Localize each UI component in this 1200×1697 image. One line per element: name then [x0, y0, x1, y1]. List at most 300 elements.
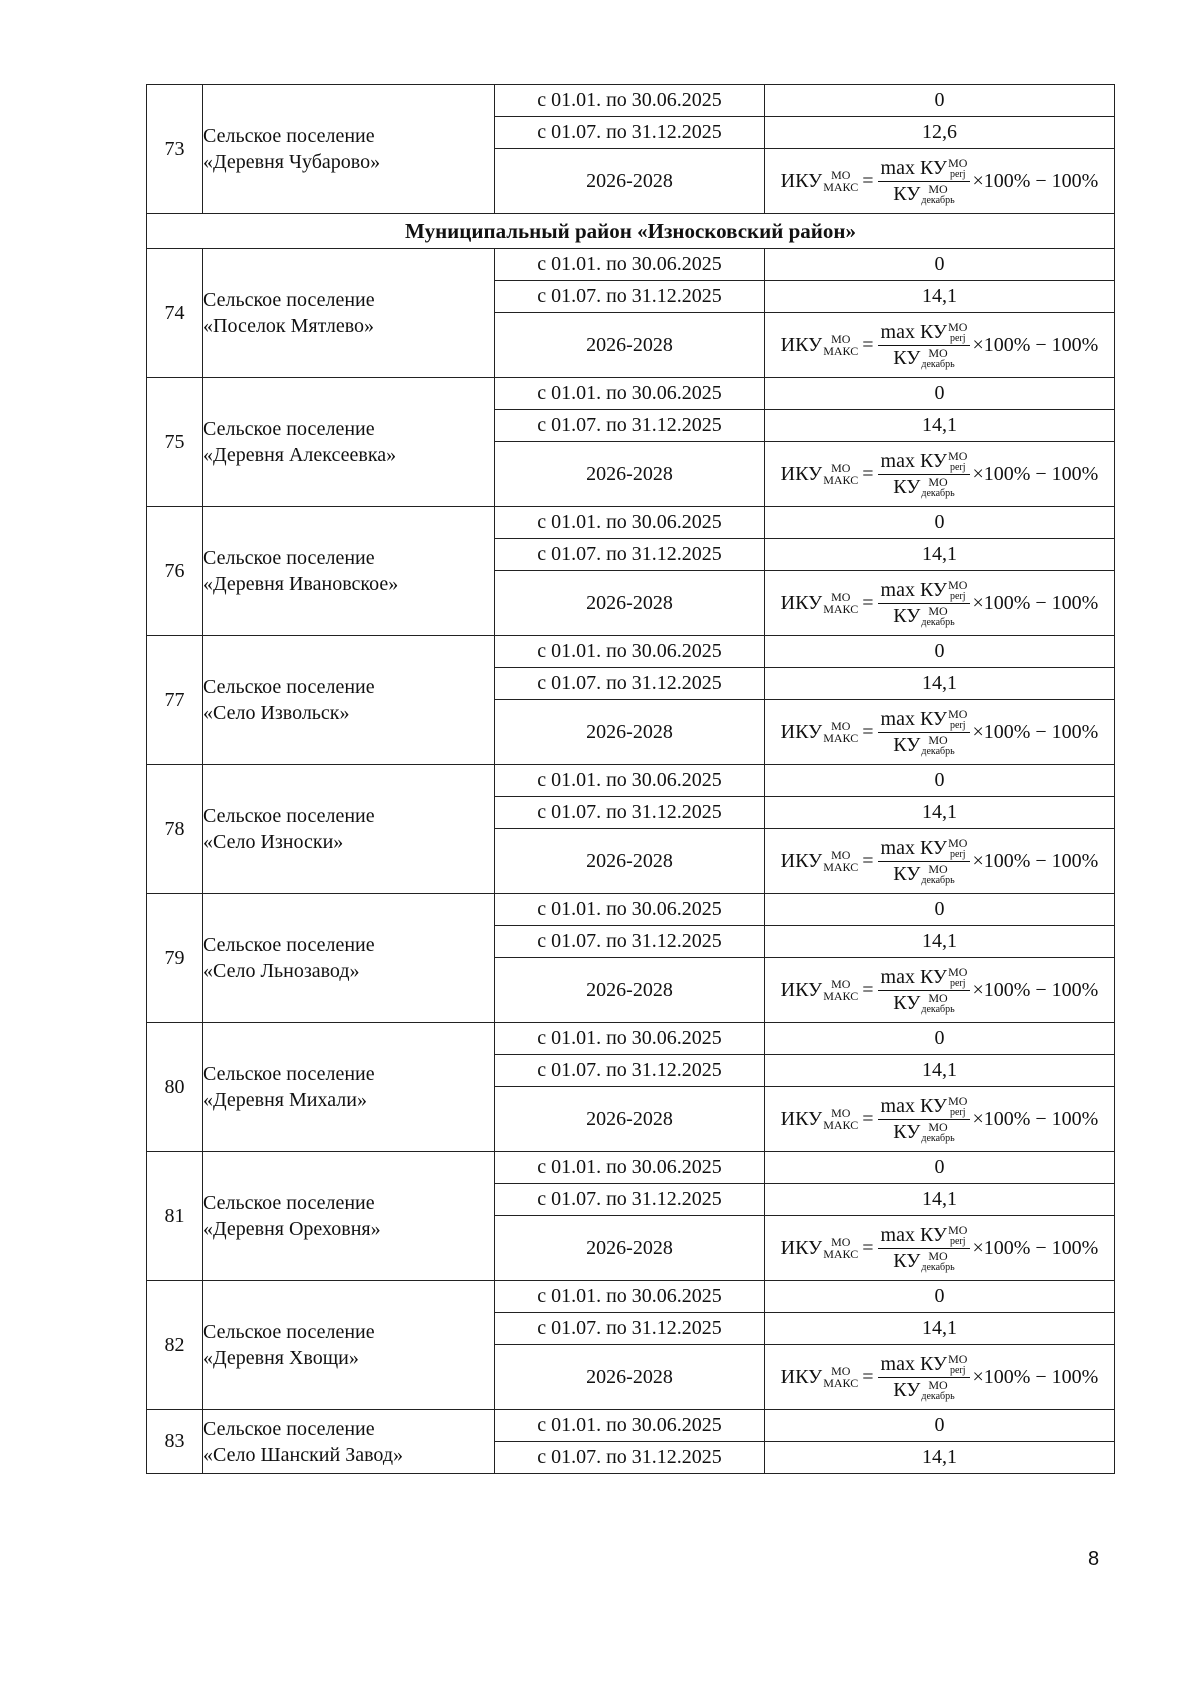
settlement-type: Сельское поселение — [203, 676, 375, 698]
formula-numerator-indices — [948, 579, 967, 602]
period-cell: 2026-2028 — [495, 700, 765, 765]
formula-numerator-sub: perj — [949, 1364, 966, 1376]
formula-numerator-symbol: max КУ — [880, 836, 948, 859]
table-row — [147, 1410, 1115, 1442]
settlement-title: «Деревня Ивановское» — [203, 573, 399, 595]
formula-denominator-sub: декабрь — [921, 1003, 955, 1015]
settlement-type: Сельское поселение — [203, 1321, 375, 1343]
period-cell: с 01.01. по 30.06.2025 — [495, 894, 765, 926]
formula-lhs-symbol: ИКУ — [780, 169, 823, 192]
formula-denominator-sub: декабрь — [921, 745, 955, 757]
formula-denominator-sub: декабрь — [921, 874, 955, 886]
formula-lhs-sub: МАКС — [823, 602, 859, 616]
period-cell: 2026-2028 — [495, 958, 765, 1023]
formula-fraction — [878, 708, 971, 757]
value-cell: 14,1 — [765, 1184, 1115, 1216]
formula-cell — [765, 571, 1115, 636]
formula-denominator — [893, 991, 954, 1015]
formula-lhs-sup: МО — [831, 168, 851, 182]
tariff-table — [146, 84, 1115, 1474]
formula-denominator-sup: МО — [928, 603, 948, 618]
formula-lhs-symbol: ИКУ — [780, 849, 823, 872]
formula — [781, 157, 1099, 206]
value-cell: 14,1 — [765, 410, 1115, 442]
formula-tail: ×100% − 100% — [972, 169, 1099, 192]
formula-numerator — [878, 708, 971, 733]
row-number: 77 — [147, 636, 203, 765]
row-number: 80 — [147, 1023, 203, 1152]
table-row — [147, 85, 1115, 117]
value-cell: 14,1 — [765, 539, 1115, 571]
formula-lhs-sub: МАКС — [823, 1118, 859, 1132]
settlement-name — [203, 765, 495, 894]
row-number: 78 — [147, 765, 203, 894]
value-cell: 0 — [765, 378, 1115, 410]
formula-numerator-sub: perj — [949, 848, 966, 860]
formula-denominator-indices — [921, 347, 954, 370]
formula-numerator-sup: МО — [948, 964, 968, 979]
formula-denominator-sup: МО — [928, 1377, 948, 1392]
formula-equals: = — [862, 978, 874, 1001]
formula-denominator-sub: декабрь — [921, 487, 955, 499]
period-cell: с 01.01. по 30.06.2025 — [495, 1281, 765, 1313]
value-cell: 0 — [765, 765, 1115, 797]
formula-lhs-indices — [823, 978, 858, 1002]
settlement-title: «Деревня Чубарово» — [203, 151, 381, 173]
formula-denominator-symbol: КУ — [893, 182, 921, 205]
row-number: 82 — [147, 1281, 203, 1410]
formula-fraction — [878, 966, 971, 1015]
formula-lhs-sup: МО — [831, 848, 851, 862]
period-cell: с 01.01. по 30.06.2025 — [495, 378, 765, 410]
table-row — [147, 1152, 1115, 1184]
formula-lhs-sub: МАКС — [823, 344, 859, 358]
formula-denominator — [893, 862, 954, 886]
value-cell: 14,1 — [765, 668, 1115, 700]
formula-fraction — [878, 579, 971, 628]
table-body — [147, 85, 1115, 1474]
formula-numerator — [878, 450, 971, 475]
formula-denominator — [893, 1249, 954, 1273]
formula-denominator-sub: декабрь — [921, 1390, 955, 1402]
settlement-type: Сельское поселение — [203, 125, 375, 147]
formula-lhs — [781, 1365, 859, 1389]
formula-numerator-sup: МО — [948, 835, 968, 850]
formula-lhs-sup: МО — [831, 1364, 851, 1378]
formula-numerator-symbol: max КУ — [880, 1223, 948, 1246]
formula-denominator — [893, 475, 954, 499]
formula-numerator-sub: perj — [949, 719, 966, 731]
formula-denominator — [893, 182, 954, 206]
page-number: 8 — [1088, 1548, 1100, 1570]
formula-tail: ×100% − 100% — [972, 849, 1099, 872]
value-cell: 0 — [765, 1023, 1115, 1055]
settlement-type: Сельское поселение — [203, 1063, 375, 1085]
settlement-name — [203, 249, 495, 378]
settlement-title: «Село Льнозавод» — [203, 960, 360, 982]
formula-denominator-indices — [921, 863, 954, 886]
formula-tail: ×100% − 100% — [972, 462, 1099, 485]
settlement-name — [203, 507, 495, 636]
formula-fraction — [878, 1224, 971, 1273]
period-cell: с 01.07. по 31.12.2025 — [495, 1442, 765, 1474]
period-cell: с 01.01. по 30.06.2025 — [495, 636, 765, 668]
period-cell: с 01.07. по 31.12.2025 — [495, 926, 765, 958]
value-cell: 14,1 — [765, 1442, 1115, 1474]
formula-equals: = — [862, 849, 874, 872]
formula-lhs — [781, 849, 859, 873]
period-cell: с 01.07. по 31.12.2025 — [495, 281, 765, 313]
formula-cell — [765, 149, 1115, 214]
formula-denominator-symbol: КУ — [893, 733, 921, 756]
formula-denominator-sup: МО — [928, 345, 948, 360]
formula-lhs-symbol: ИКУ — [780, 978, 823, 1001]
value-cell: 14,1 — [765, 1313, 1115, 1345]
formula-lhs — [781, 1236, 859, 1260]
formula-denominator — [893, 733, 954, 757]
formula-denominator-sub: декабрь — [921, 1132, 955, 1144]
formula-numerator — [878, 321, 971, 346]
value-cell: 14,1 — [765, 281, 1115, 313]
formula-lhs-symbol: ИКУ — [780, 1107, 823, 1130]
formula-numerator-symbol: max КУ — [880, 449, 948, 472]
period-cell: с 01.01. по 30.06.2025 — [495, 1152, 765, 1184]
formula-denominator-sub: декабрь — [921, 616, 955, 628]
formula-numerator-sup: МО — [948, 1222, 968, 1237]
region-header-row — [147, 214, 1115, 249]
settlement-name — [203, 1410, 495, 1474]
formula-lhs — [781, 333, 859, 357]
formula-lhs-indices — [823, 1107, 858, 1131]
formula-denominator-sub: декабрь — [921, 194, 955, 206]
settlement-type: Сельское поселение — [203, 805, 375, 827]
formula-denominator-sup: МО — [928, 732, 948, 747]
settlement-title: «Деревня Хвощи» — [203, 1347, 359, 1369]
formula-cell — [765, 958, 1115, 1023]
formula-denominator-sub: декабрь — [921, 358, 955, 370]
settlement-title: «Деревня Ореховня» — [203, 1218, 381, 1240]
formula-denominator-symbol: КУ — [893, 1249, 921, 1272]
formula-lhs — [781, 720, 859, 744]
formula-lhs-sup: МО — [831, 332, 851, 346]
formula-numerator-symbol: max КУ — [880, 707, 948, 730]
formula-fraction — [878, 157, 971, 206]
row-number: 81 — [147, 1152, 203, 1281]
formula-numerator-indices — [948, 837, 967, 860]
settlement-name — [203, 636, 495, 765]
formula-lhs-symbol: ИКУ — [780, 462, 823, 485]
settlement-title: «Село Износки» — [203, 831, 344, 853]
formula-numerator — [878, 157, 971, 182]
formula-lhs-indices — [823, 720, 858, 744]
value-cell: 0 — [765, 1281, 1115, 1313]
settlement-type: Сельское поселение — [203, 1417, 375, 1440]
period-cell: с 01.07. по 31.12.2025 — [495, 1184, 765, 1216]
formula — [781, 321, 1099, 370]
formula-tail: ×100% − 100% — [972, 720, 1099, 743]
formula-denominator-indices — [921, 1379, 954, 1402]
settlement-name — [203, 894, 495, 1023]
table-row — [147, 507, 1115, 539]
row-number: 74 — [147, 249, 203, 378]
settlement-type: Сельское поселение — [203, 418, 375, 440]
formula-numerator-sub: perj — [949, 461, 966, 473]
formula-numerator-symbol: max КУ — [880, 965, 948, 988]
formula-lhs-symbol: ИКУ — [780, 1365, 823, 1388]
period-cell: с 01.01. по 30.06.2025 — [495, 249, 765, 281]
table-row — [147, 765, 1115, 797]
formula-equals: = — [862, 169, 874, 192]
formula-denominator-symbol: КУ — [893, 991, 921, 1014]
formula-numerator-sub: perj — [949, 977, 966, 989]
period-cell: с 01.01. по 30.06.2025 — [495, 1023, 765, 1055]
table-row — [147, 894, 1115, 926]
formula-lhs — [781, 978, 859, 1002]
formula-denominator-sup: МО — [928, 990, 948, 1005]
formula-denominator-sup: МО — [928, 474, 948, 489]
formula-lhs-sup: МО — [831, 1235, 851, 1249]
formula-numerator-sup: МО — [948, 155, 968, 170]
settlement-type: Сельское поселение — [203, 289, 375, 311]
formula-lhs-sub: МАКС — [823, 1247, 859, 1261]
formula-numerator — [878, 1095, 971, 1120]
value-cell: 0 — [765, 507, 1115, 539]
formula — [781, 450, 1099, 499]
formula-denominator-sup: МО — [928, 1248, 948, 1263]
period-cell: с 01.07. по 31.12.2025 — [495, 410, 765, 442]
formula-lhs-sub: МАКС — [823, 180, 859, 194]
formula-tail: ×100% − 100% — [972, 978, 1099, 1001]
formula-numerator-sup: МО — [948, 1351, 968, 1366]
table-row — [147, 1023, 1115, 1055]
formula-numerator-symbol: max КУ — [880, 156, 948, 179]
value-cell: 12,6 — [765, 117, 1115, 149]
formula-fraction — [878, 837, 971, 886]
formula-lhs-sup: МО — [831, 590, 851, 604]
formula-numerator-sub: perj — [949, 1235, 966, 1247]
formula-numerator-sub: perj — [949, 1106, 966, 1118]
settlement-type: Сельское поселение — [203, 547, 375, 569]
period-cell: с 01.07. по 31.12.2025 — [495, 1313, 765, 1345]
formula-numerator-indices — [948, 1095, 967, 1118]
formula-numerator-indices — [948, 1353, 967, 1376]
settlement-name — [203, 85, 495, 214]
settlement-type: Сельское поселение — [203, 934, 375, 956]
formula-numerator-symbol: max КУ — [880, 320, 948, 343]
period-cell: с 01.07. по 31.12.2025 — [495, 797, 765, 829]
settlement-title: «Деревня Михали» — [203, 1089, 367, 1111]
formula-numerator-sup: МО — [948, 319, 968, 334]
table-row — [147, 249, 1115, 281]
settlement-title: «Село Извольск» — [203, 702, 350, 724]
formula-lhs-indices — [823, 1236, 858, 1260]
formula — [781, 1353, 1099, 1402]
formula-lhs-indices — [823, 591, 858, 615]
period-cell: 2026-2028 — [495, 1087, 765, 1152]
value-cell: 0 — [765, 249, 1115, 281]
formula-lhs-symbol: ИКУ — [780, 720, 823, 743]
formula-tail: ×100% − 100% — [972, 1236, 1099, 1259]
formula-denominator-indices — [921, 605, 954, 628]
formula-denominator-indices — [921, 1121, 954, 1144]
formula-lhs-sup: МО — [831, 461, 851, 475]
table-row — [147, 1281, 1115, 1313]
formula-equals: = — [862, 720, 874, 743]
formula-numerator — [878, 579, 971, 604]
formula-numerator-symbol: max КУ — [880, 578, 948, 601]
settlement-name — [203, 378, 495, 507]
formula — [781, 837, 1099, 886]
formula-numerator-sup: МО — [948, 577, 968, 592]
region-title: Муниципальный район «Износковский район» — [147, 214, 1115, 249]
formula-numerator-indices — [948, 966, 967, 989]
settlement-name — [203, 1152, 495, 1281]
formula-cell — [765, 700, 1115, 765]
settlement-type: Сельское поселение — [203, 1192, 375, 1214]
value-cell: 0 — [765, 1410, 1115, 1442]
formula-denominator-symbol: КУ — [893, 1378, 921, 1401]
formula-fraction — [878, 321, 971, 370]
settlement-name — [203, 1023, 495, 1152]
settlement-title: «Поселок Мятлево» — [203, 315, 375, 337]
period-cell: 2026-2028 — [495, 1345, 765, 1410]
period-cell: с 01.01. по 30.06.2025 — [495, 765, 765, 797]
formula — [781, 579, 1099, 628]
formula-lhs-indices — [823, 462, 858, 486]
formula-numerator — [878, 966, 971, 991]
formula-lhs — [781, 462, 859, 486]
settlement-name — [203, 1281, 495, 1410]
formula-denominator-indices — [921, 992, 954, 1015]
period-cell: 2026-2028 — [495, 571, 765, 636]
formula-numerator-indices — [948, 450, 967, 473]
formula-cell — [765, 1345, 1115, 1410]
value-cell: 0 — [765, 636, 1115, 668]
formula-equals: = — [862, 333, 874, 356]
period-cell: 2026-2028 — [495, 313, 765, 378]
formula-denominator-symbol: КУ — [893, 1120, 921, 1143]
period-cell: 2026-2028 — [495, 149, 765, 214]
formula-fraction — [878, 450, 971, 499]
formula-numerator-sub: perj — [949, 168, 966, 180]
formula-cell — [765, 1087, 1115, 1152]
formula-lhs-sup: МО — [831, 977, 851, 991]
formula-denominator-sup: МО — [928, 861, 948, 876]
formula — [781, 708, 1099, 757]
formula-numerator — [878, 837, 971, 862]
formula-lhs-sub: МАКС — [823, 989, 859, 1003]
formula-lhs-indices — [823, 169, 858, 193]
formula-denominator — [893, 1120, 954, 1144]
formula — [781, 966, 1099, 1015]
formula-tail: ×100% − 100% — [972, 591, 1099, 614]
period-cell: 2026-2028 — [495, 1216, 765, 1281]
formula-numerator-sub: perj — [949, 590, 966, 602]
period-cell: с 01.07. по 31.12.2025 — [495, 539, 765, 571]
formula-denominator-symbol: КУ — [893, 862, 921, 885]
formula-equals: = — [862, 591, 874, 614]
formula-lhs — [781, 591, 859, 615]
row-number: 79 — [147, 894, 203, 1023]
formula-fraction — [878, 1095, 971, 1144]
formula-numerator-sup: МО — [948, 1093, 968, 1108]
period-cell: с 01.07. по 31.12.2025 — [495, 1055, 765, 1087]
formula-lhs-symbol: ИКУ — [780, 591, 823, 614]
row-number: 83 — [147, 1410, 203, 1474]
formula-numerator-indices — [948, 321, 967, 344]
formula-denominator — [893, 346, 954, 370]
formula-cell — [765, 442, 1115, 507]
formula-tail: ×100% − 100% — [972, 1107, 1099, 1130]
formula-lhs-indices — [823, 849, 858, 873]
period-cell: с 01.01. по 30.06.2025 — [495, 85, 765, 117]
formula-lhs — [781, 1107, 859, 1131]
formula-denominator-indices — [921, 183, 954, 206]
value-cell: 14,1 — [765, 926, 1115, 958]
formula-lhs-indices — [823, 333, 858, 357]
formula-lhs-sup: МО — [831, 719, 851, 733]
formula-lhs-sub: МАКС — [823, 860, 859, 874]
formula-denominator-symbol: КУ — [893, 346, 921, 369]
formula-denominator-sup: МО — [928, 181, 948, 196]
value-cell: 0 — [765, 894, 1115, 926]
formula-denominator-indices — [921, 1250, 954, 1273]
formula-lhs — [781, 169, 859, 193]
formula-numerator-sup: МО — [948, 448, 968, 463]
value-cell: 0 — [765, 85, 1115, 117]
formula-cell — [765, 1216, 1115, 1281]
settlement-title: «Деревня Алексеевка» — [203, 444, 397, 466]
formula-numerator — [878, 1353, 971, 1378]
formula-lhs-sup: МО — [831, 1106, 851, 1120]
formula-fraction — [878, 1353, 971, 1402]
formula-numerator-indices — [948, 1224, 967, 1247]
period-cell: с 01.07. по 31.12.2025 — [495, 668, 765, 700]
period-cell: с 01.01. по 30.06.2025 — [495, 1410, 765, 1442]
formula-lhs-symbol: ИКУ — [780, 333, 823, 356]
period-cell: 2026-2028 — [495, 829, 765, 894]
formula-equals: = — [862, 1365, 874, 1388]
formula-equals: = — [862, 1236, 874, 1259]
row-number: 73 — [147, 85, 203, 214]
formula-numerator-symbol: max КУ — [880, 1352, 948, 1375]
formula-denominator-sup: МО — [928, 1119, 948, 1134]
table-row — [147, 378, 1115, 410]
formula-tail: ×100% − 100% — [972, 1365, 1099, 1388]
formula-lhs-indices — [823, 1365, 858, 1389]
formula-denominator-sub: декабрь — [921, 1261, 955, 1273]
formula-cell — [765, 829, 1115, 894]
table-row — [147, 636, 1115, 668]
row-number: 75 — [147, 378, 203, 507]
formula-denominator-symbol: КУ — [893, 604, 921, 627]
formula-denominator-indices — [921, 734, 954, 757]
formula-lhs-sub: МАКС — [823, 473, 859, 487]
formula-numerator-symbol: max КУ — [880, 1094, 948, 1117]
formula-numerator-indices — [948, 708, 967, 731]
formula-denominator — [893, 604, 954, 628]
formula-denominator — [893, 1378, 954, 1402]
formula-equals: = — [862, 1107, 874, 1130]
period-cell: с 01.01. по 30.06.2025 — [495, 507, 765, 539]
formula-equals: = — [862, 462, 874, 485]
row-number: 76 — [147, 507, 203, 636]
value-cell: 14,1 — [765, 1055, 1115, 1087]
value-cell: 14,1 — [765, 797, 1115, 829]
formula-lhs-symbol: ИКУ — [780, 1236, 823, 1259]
formula — [781, 1095, 1099, 1144]
value-cell: 0 — [765, 1152, 1115, 1184]
